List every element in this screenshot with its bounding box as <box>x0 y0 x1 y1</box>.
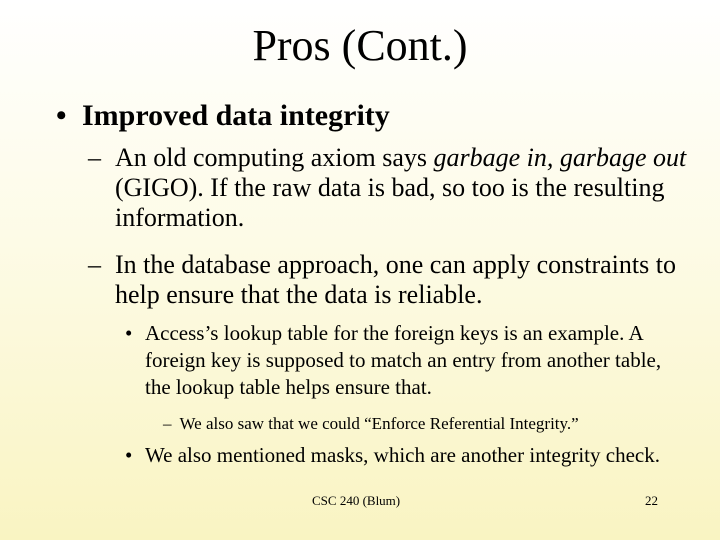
fourth-bullet-marker: – <box>163 414 172 433</box>
third-bullet-marker: • <box>125 321 133 345</box>
sub-bullet-text <box>88 143 698 233</box>
footer-page-number: 22 <box>645 493 658 508</box>
sub-bullet-marker: – <box>88 250 101 279</box>
third-bullet-masks <box>125 442 680 469</box>
bullet-marker: • <box>56 99 67 132</box>
third-bullet-marker: • <box>125 443 133 467</box>
third-bullet-lookup-table <box>125 320 680 401</box>
sub-bullet-text: In the database approach, one can apply constraints to help ensure that the data is reliable. <box>115 250 676 309</box>
italic-garbage-in: garbage in, <box>433 143 554 172</box>
footer-course: CSC 240 (Blum) <box>312 493 401 508</box>
sub-bullet-gigo <box>88 143 698 233</box>
fourth-bullet-referential-integrity <box>163 413 703 435</box>
italic-garbage-out: garbage out <box>559 143 687 172</box>
sub-bullet-marker: – <box>88 143 101 172</box>
sub-bullet-text-part2: (GIGO). If the raw data is bad, so too is the resulting information. <box>115 173 665 232</box>
bullet-text: Improved data integrity <box>82 99 390 132</box>
third-bullet-text: We also mentioned masks, which are another integrity check. <box>145 443 660 467</box>
bullet-improved-data-integrity <box>56 96 390 136</box>
sub-bullet-database-approach <box>88 250 698 310</box>
slide-title: Pros (Cont.) <box>252 21 468 70</box>
sub-bullet-text-part1: An old computing axiom says <box>115 143 434 172</box>
fourth-bullet-text: We also saw that we could “Enforce Referential Integrity.” <box>179 414 579 433</box>
third-bullet-text: Access’s lookup table for the foreign keys is an example. A foreign key is supposed to match an entry from another table, the lookup table helps ensure that. <box>145 321 662 399</box>
